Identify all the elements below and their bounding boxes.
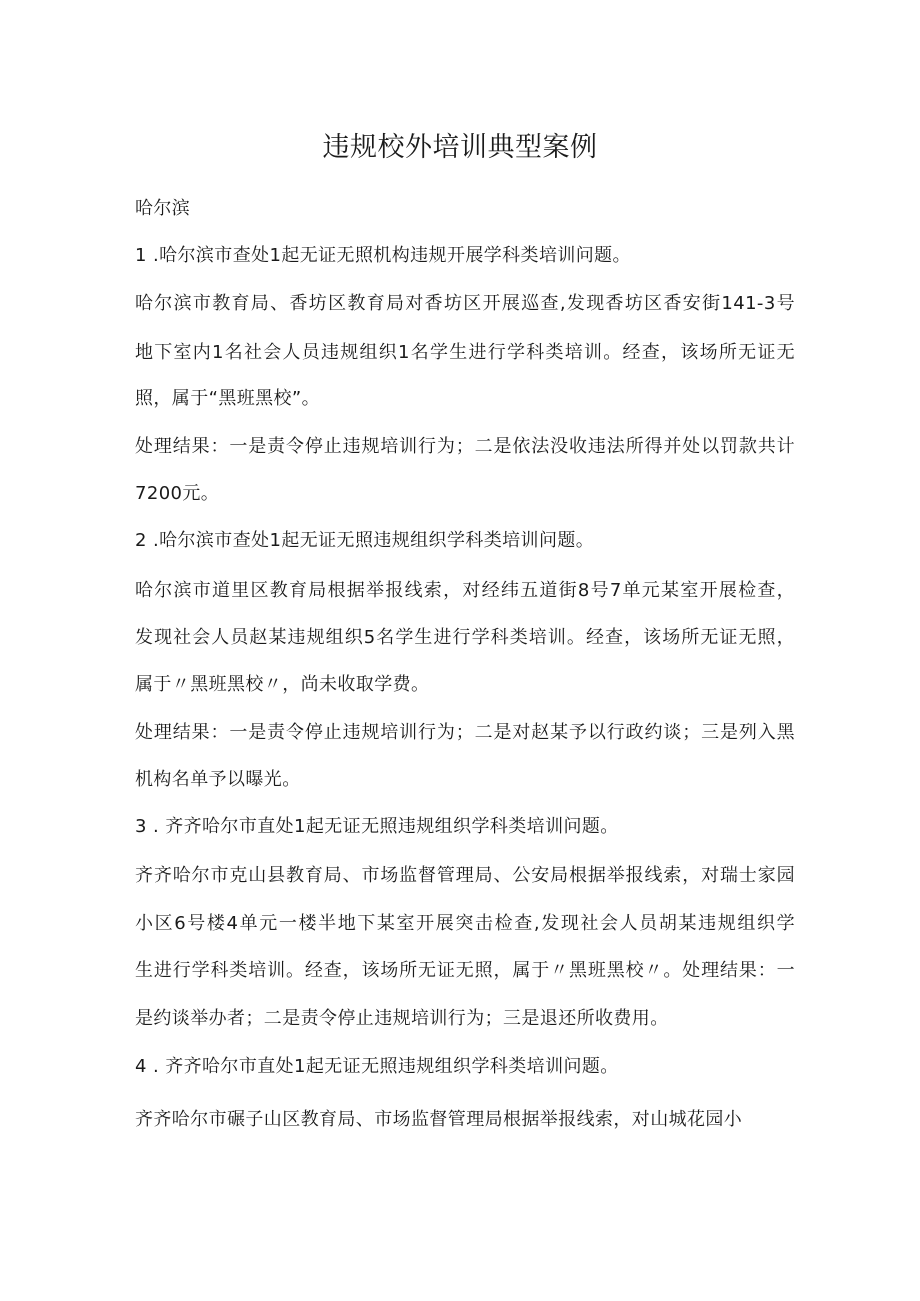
paragraph-line: 生进行学科类培训。经查，该场所无证无照，属于〃黑班黑校〃。处理结果：一 [135,960,795,981]
paragraph-line: 照，属于“黑班黑校”。 [135,388,321,409]
paragraph-line: 齐齐哈尔市克山县教育局、市场监督管理局、公安局根据举报线索，对瑞士家园 [135,865,795,886]
case-1-heading: 1 .哈尔滨市查处1起无证无照机构违规开展学科类培训问题。 [135,245,631,266]
paragraph-line: 齐齐哈尔市碾子山区教育局、市场监督管理局根据举报线索，对山城花园小 [135,1109,743,1130]
paragraph-line: 哈尔滨市教育局、香坊区教育局对香坊区开展巡查,发现香坊区香安街141-3号 [135,293,795,314]
case-2-heading: 2 .哈尔滨市查处1起无证无照违规组织学科类培训问题。 [135,530,595,551]
paragraph-line: 地下室内1名社会人员违规组织1名学生进行学科类培训。经查，该场所无证无 [135,342,795,363]
document-title: 违规校外培训典型案例 [322,132,598,163]
paragraph-line: 处理结果：一是责令停止违规培训行为；二是依法没收违法所得并处以罚款共计 [135,436,795,457]
case-3-heading: 3 . 齐齐哈尔市直处1起无证无照违规组织学科类培训问题。 [135,816,619,837]
paragraph-line: 发现社会人员赵某违规组织5名学生进行学科类培训。经查，该场所无证无照， [135,627,795,648]
paragraph-line: 机构名单予以曝光。 [135,769,301,790]
paragraph-line: 是约谈举办者；二是责令停止违规培训行为；三是退还所收费用。 [135,1008,669,1029]
paragraph-line: 哈尔滨市道里区教育局根据举报线索，对经纬五道街8号7单元某室开展检查， [135,580,795,601]
paragraph-line: 小区6号楼4单元一楼半地下某室开展突击检查,发现社会人员胡某违规组织学 [135,913,795,934]
city-heading: 哈尔滨 [135,198,191,219]
paragraph-line: 属于〃黑班黑校〃，尚未收取学费。 [135,674,430,695]
case-4-heading: 4 . 齐齐哈尔市直处1起无证无照违规组织学科类培训问题。 [135,1056,619,1077]
paragraph-line: 处理结果：一是责令停止违规培训行为；二是对赵某予以行政约谈；三是列入黑 [135,722,795,743]
paragraph-line: 7200元。 [135,483,220,504]
